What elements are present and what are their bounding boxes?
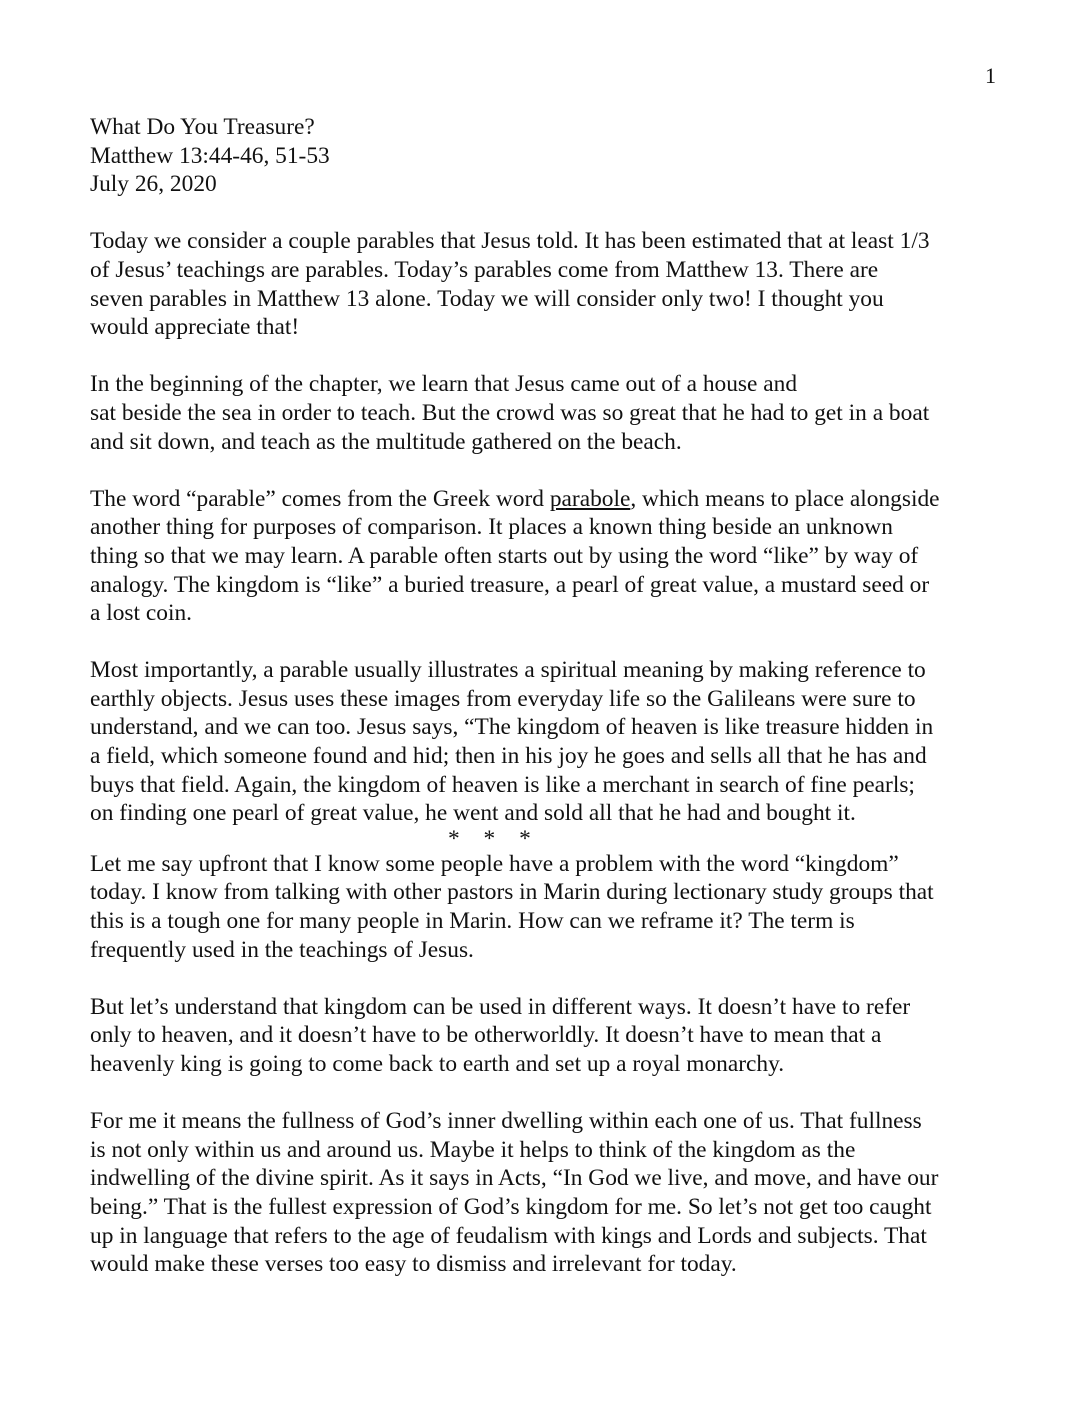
page-number: 1 [985,63,996,88]
text-line: analogy. The kingdom is “like” a buried treasure, a pearl of great value, a mustard seed or [90,571,930,598]
document-body [90,113,1010,1307]
text-line: up in language that refers to the age of feudalism with kings and Lords and subjects. That [90,1222,927,1249]
text-line: would appreciate that! [90,314,300,341]
paragraph-2 [90,370,1010,456]
text-line: But let’s understand that kingdom can be used in different ways. It doesn’t have to refer [90,993,911,1020]
text-line: and sit down, and teach as the multitude gathered on the beach. [90,428,682,455]
text-line: a lost coin. [90,600,192,627]
text-line: indwelling of the divine spirit. As it says in Acts, “In God we live, and move, and have our [90,1165,939,1192]
paragraph-3 [90,485,1010,628]
text-line: understand, and we can too. Jesus says, “The kingdom of heaven is like treasure hidden in [90,714,934,741]
scripture-reference: Matthew 13:44-46, 51-53 [90,142,330,169]
text-line: seven parables in Matthew 13 alone. Today we will consider only two! I thought you [90,285,884,312]
sermon-title: What Do You Treasure? [90,114,315,140]
text-line: only to heaven, and it doesn’t have to be otherworldly. It doesn’t have to mean that a [90,1022,882,1049]
underlined-term: parabole [549,485,631,512]
text-line: frequently used in the teachings of Jesus. [90,936,474,963]
text-line: another thing for purposes of comparison. It places a known thing beside an unknown [90,514,893,541]
text-line: would make these verses too easy to dismiss and irrelevant for today. [90,1251,737,1278]
text-line [90,485,1010,514]
sermon-date: July 26, 2020 [90,171,217,198]
paragraph-1 [90,227,1010,341]
text-line: sat beside the sea in order to teach. But the crowd was so great that he had to get in a boat [90,399,930,426]
text-segment: , which means to place alongside [630,485,940,512]
text-line: on finding one pearl of great value, he went and sold all that he had and bought it. [90,800,856,827]
text-line: Today we consider a couple parables that Jesus told. It has been estimated that at least 1/3 [90,228,930,255]
text-line: Most importantly, a parable usually illustrates a spiritual meaning by making reference to [90,657,926,684]
text-line: today. I know from talking with other pastors in Marin during lectionary study groups that [90,879,934,906]
text-line: For me it means the fullness of God’s inner dwelling within each one of us. That fullness [90,1108,922,1135]
paragraph-5 [90,850,1010,964]
paragraph-7 [90,1107,1010,1279]
text-line: of Jesus’ teachings are parables. Today’s parables come from Matthew 13. There are [90,256,879,283]
text-line: thing so that we may learn. A parable often starts out by using the word “like” by way of [90,542,919,569]
sermon-header [90,113,1010,199]
paragraph-6 [90,993,1010,1079]
section-divider: * * * [448,825,531,852]
paragraph-4 [90,656,1010,828]
text-line: being.” That is the fullest expression of God’s kingdom for me. So let’s not get too caught [90,1193,932,1220]
text-line: Let me say upfront that I know some people have a problem with the word “kingdom” [90,850,899,877]
text-line: In the beginning of the chapter, we learn that Jesus came out of a house and [90,371,798,398]
text-line: a field, which someone found and hid; then in his joy he goes and sells all that he has and [90,743,927,770]
text-line: is not only within us and around us. Maybe it helps to think of the kingdom as the [90,1136,856,1163]
text-line: buys that field. Again, the kingdom of heaven is like a merchant in search of fine pearls; [90,771,915,798]
text-line: earthly objects. Jesus uses these images from everyday life so the Galileans were sure to [90,685,916,712]
text-line: heavenly king is going to come back to earth and set up a royal monarchy. [90,1051,785,1077]
text-segment: The word “parable” comes from the Greek word [90,485,550,512]
text-line: this is a tough one for many people in Marin. How can we reframe it? The term is [90,908,855,935]
